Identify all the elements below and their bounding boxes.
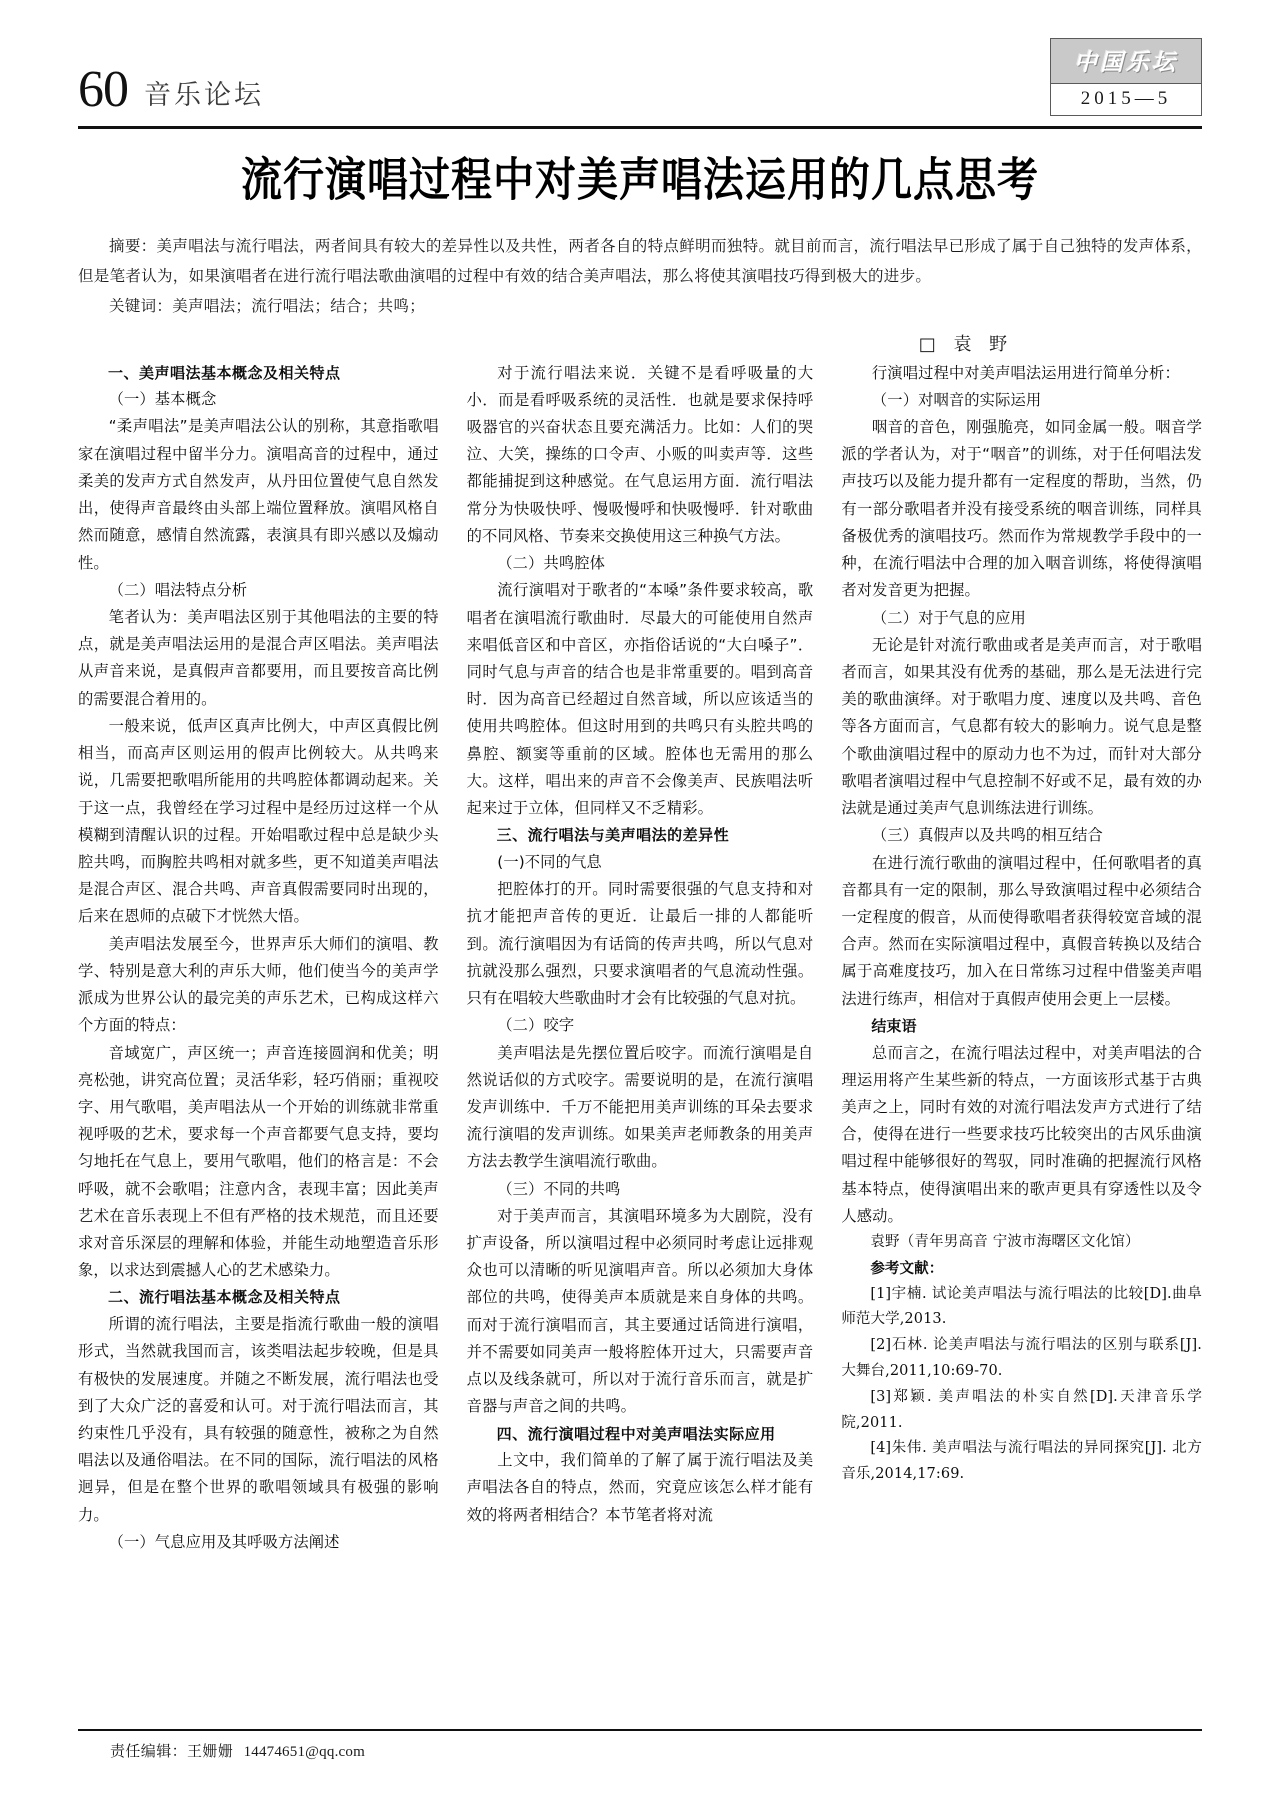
- body-paragraph: 美声唱法是先摆位置后咬字。而流行演唱是自然说话似的方式咬字。需要说明的是，在流行演唱发声训练中．千万不能把用美声训练的耳朵去要求流行演唱的发声训练。如果美声老师教条的用美声方法去教学生演唱流行歌曲。: [466, 1043, 814, 1171]
- body-paragraph: 无论是针对流行歌曲或者是美声而言，对于歌唱者而言，如果其没有优秀的基础，那么是无法进行完美的歌曲演绎。对于歌唱力度、速度以及共鸣、音色等各方面而言，气息都有较大的影响力。说气息是整个歌曲演唱过程中的原动力也不为过，而针对大部分歌唱者演唱过程中气息控制不好或不足，最有效的办法就是通过美声气息训练法进行训练。: [841, 635, 1202, 818]
- section-heading: 三、流行唱法与美声唱法的差异性: [496, 826, 730, 845]
- subsection-heading: （一）基本概念: [108, 390, 217, 409]
- title-block: [0, 129, 1280, 356]
- column-1: [78, 360, 453, 1557]
- author-affiliation: 袁野（青年男高音 宁波市海曙区文化馆）: [870, 1234, 1140, 1251]
- article-byline: □ 袁 野: [918, 333, 1014, 355]
- body-paragraph: 咽音的音色，刚强脆亮，如同金属一般。咽音学派的学者认为，对于“咽音”的训练，对于任何唱法发声技巧以及能力提升都有一定程度的帮助，当然，仍有一部分歌唱者并没有接受系统的咽音训练，同样具备极优秀的演唱技巧。然而作为常规教学手段中的一种，在流行唱法中合理的加入咽音训练，将使得演唱者对发音更为把握。: [841, 418, 1202, 600]
- body-paragraph: 一般来说，低声区真声比例大，中声区真假比例相当，而高声区则运用的假声比例较大。从共鸣来说，几需要把歌唱所能用的共鸣腔体都调动起来。关于这一点，我曾经在学习过程中是经历过这样一个从模糊到清醒认识的过程。开始唱歌过程中总是缺少头腔共鸣，而胸腔共鸣相对就多些，更不知道美声唱法是混合声区、混合共鸣、声音真假需要同时出现的，后来在恩师的点破下才恍然大悟。: [78, 716, 439, 926]
- column-2: [453, 360, 828, 1529]
- page-number: 60: [78, 61, 128, 118]
- page-masthead: [0, 0, 1280, 116]
- journal-badge: [1050, 38, 1202, 116]
- article-keywords: 关键词：美声唱法；流行唱法；结合；共鸣；: [109, 297, 426, 316]
- masthead-left: [78, 61, 264, 118]
- section-heading: 二、流行唱法基本概念及相关特点: [108, 1288, 341, 1307]
- references-heading: 参考文献：: [870, 1259, 944, 1277]
- subsection-heading: （二）唱法特点分析: [108, 580, 248, 599]
- footer-editor-line: [78, 1740, 1202, 1761]
- body-paragraph: 流行演唱对于歌者的“本嗓”条件要求较高，歌唱者在演唱流行歌曲时．尽最大的可能使用自然声来唱低音区和中音区，亦指俗话说的“大白嗓子”．同时气息与声音的结合也是非常重要的。唱到高音时．因为高音已经超过自然音域，所以应该适当的使用共鸣腔体。但这时用到的共鸣只有头腔共鸣的鼻腔、额窦等重前的区域。腔体也无需用的那么大。这样，唱出来的声音不会像美声、民族唱法听起来过于立体，但同样又不乏精彩。: [466, 581, 814, 818]
- body-paragraph: 对于流行唱法来说．关键不是看呼吸量的大小．而是看呼吸系统的灵活性．也就是要求保持呼吸器官的兴奋状态且要充满活力。比如：人们的哭泣、大笑，操练的口令声、小贩的叫卖声等．这些都能捕捉到这种感觉。在气息运用方面．流行唱法常分为快吸快呼、慢吸慢呼和快吸慢呼．针对歌曲的不同风格、节奏来交换使用这三种换气方法。: [466, 363, 814, 545]
- subsection-heading: （三）不同的共鸣: [497, 1179, 621, 1198]
- subsection-heading: （二）对于气息的应用: [871, 608, 1026, 627]
- reference-item: [3]郑颖. 美声唱法的朴实自然[D].天津音乐学院,2011.: [841, 1388, 1202, 1431]
- body-paragraph: 音域宽广，声区统一；声音连接圆润和优美；明亮松弛，讲究高位置；灵活华彩，轻巧俏丽；重视咬字、用气歌唱，美声唱法从一个开始的训练就非常重视呼吸的艺术，要求每一个声音都要气息支持，要均匀地托在气息上，要用气歌唱，他们的格言是：不会呼吸，就不会歌唱；注意内含，表现丰富；因此美声艺术在音乐表现上不但有严格的技术规范，而且还要求对音乐深层的理解和体验，并能生动地塑造音乐形象，以求达到震撼人心的艺术感染力。: [78, 1043, 439, 1280]
- subsection-heading: (一)不同的气息: [497, 852, 602, 871]
- subsection-heading: （一）气息应用及其呼吸方法阐述: [108, 1532, 340, 1551]
- subsection-heading: （三）真假声以及共鸣的相互结合: [871, 826, 1103, 845]
- body-paragraph: “柔声唱法”是美声唱法公认的别称，其意指歌唱家在演唱过程中留半分力。演唱高音的过程中，通过柔美的发声方式自然发声，从丹田位置使气息自然发出，使得声音最终由头部上端位置释放。演唱风格自然而随意，感情自然流露，表演具有即兴感以及煽动性。: [78, 417, 439, 572]
- reference-item: [4]朱伟. 美声唱法与流行唱法的异同探究[J]. 北方音乐,2014,17:69.: [841, 1440, 1202, 1483]
- body-paragraph: 笔者认为：美声唱法区别于其他唱法的主要的特点，就是美声唱法运用的是混合声区唱法。美声唱法从声音来说，是真假声音都要用，而且要按音高比例的需要混合着用的。: [78, 608, 439, 708]
- body-paragraph: 所谓的流行唱法，主要是指流行歌曲一般的演唱形式，当然就我国而言，该类唱法起步较晚，但是具有极快的发展速度。并随之不断发展，流行唱法也受到了大众广泛的喜爱和认可。对于流行唱法而言，其约束性几乎没有，具有较强的随意性，被称之为自然唱法以及通俗唱法。在不同的国际，流行唱法的风格迥异，但是在整个世界的歌唱领域具有极强的影响力。: [78, 1315, 439, 1524]
- conclusion-heading: 结束语: [871, 1016, 917, 1035]
- reference-item: [1]宇楠. 试论美声唱法与流行唱法的比较[D].曲阜师范大学,2013.: [841, 1285, 1202, 1328]
- column-3: [827, 360, 1202, 1488]
- body-paragraph: 把腔体打的开。同时需要很强的气息支持和对抗才能把声音传的更近．让最后一排的人都能听到。流行演唱因为有话筒的传声共鸣，所以气息对抗就没那么强烈，只要求演唱者的气息流动性强。只有在唱较大些歌曲时才会有比较强的气息对抗。: [466, 880, 814, 1008]
- body-paragraph: 上文中，我们简单的了解了属于流行唱法及美声唱法各自的特点，然而，究竟应该怎么样才能有效的将两者相结合？本节笔者将对流: [466, 1451, 814, 1524]
- article-title: 流行演唱过程中对美声唱法运用的几点思考: [241, 152, 1039, 207]
- subsection-heading: （一）对咽音的实际运用: [871, 390, 1042, 409]
- footer-divider: [78, 1729, 1202, 1731]
- body-paragraph: 美声唱法发展至今，世界声乐大师们的演唱、教学、特别是意大利的声乐大师，他们使当今的美声学派成为世界公认的最完美的声乐艺术，已构成这样六个方面的特点：: [78, 934, 439, 1035]
- subsection-heading: （二）咬字: [497, 1016, 575, 1035]
- journal-logo: 中国乐坛: [1051, 39, 1201, 84]
- journal-issue: 2015—5: [1080, 88, 1172, 109]
- article-abstract: 摘要：美声唱法与流行唱法，两者间具有较大的差异性以及共性，两者各自的特点鲜明而独特。就目前而言，流行唱法早已形成了属于自己独特的发声体系，但是笔者认为，如果演唱者在进行流行唱法歌曲演唱的过程中有效的结合美声唱法，那么将使其演唱技巧得到极大的进步。: [78, 236, 1202, 286]
- article-body: [0, 356, 1280, 1557]
- body-paragraph: 行演唱过程中对美声唱法运用进行简单分析：: [871, 363, 1180, 382]
- section-name: 音乐论坛: [144, 80, 264, 111]
- body-paragraph: 对于美声而言，其演唱环境多为大剧院，没有扩声设备，所以演唱过程中必须同时考虑让远排观众也可以清晰的听见演唱声音。所以必须加大身体部位的共鸣，使得美声本质就是来自身体的共鸣。而对于流行演唱而言，其主要通过话筒进行演唱，并不需要如同美声一般将腔体开过大，只需要声音点以及线条就可，所以对于流行音乐而言，就是扩音器与声音之间的共鸣。: [466, 1206, 814, 1416]
- section-heading: 一、美声唱法基本概念及相关特点: [108, 363, 341, 382]
- reference-item: [2]石林. 论美声唱法与流行唱法的区别与联系[J]. 大舞台,2011,10:69-70.: [841, 1337, 1202, 1380]
- body-paragraph: 总而言之，在流行唱法过程中，对美声唱法的合理运用将产生某些新的特点，一方面该形式基于古典美声之上，同时有效的对流行唱法发声方式进行了结合，使得在进行一些要求技巧比较突出的古风乐曲演唱过程中能够很好的驾驭，同时准确的把握流行风格基本特点，使得演唱出来的歌声更具有穿透性以及令人感动。: [841, 1043, 1202, 1225]
- editor-email: 14474651@qq.com: [243, 1744, 365, 1760]
- page-footer: [78, 1729, 1202, 1761]
- section-heading: 四、流行演唱过程中对美声唱法实际应用: [496, 1424, 776, 1443]
- subsection-heading: （二）共鸣腔体: [497, 554, 606, 573]
- editor-label: 责任编辑：: [110, 1742, 188, 1760]
- editor-name: 王姗姗: [187, 1742, 234, 1760]
- body-paragraph: 在进行流行歌曲的演唱过程中，任何歌唱者的真音都具有一定的限制，那么导致演唱过程中必须结合一定程度的假音，从而使得歌唱者获得较宽音域的混合声。然而在实际演唱过程中，真假音转换以及结合属于高难度技巧，加入在日常练习过程中借鉴美声唱法进行练声，相信对于真假声使用会更上一层楼。: [841, 853, 1202, 1008]
